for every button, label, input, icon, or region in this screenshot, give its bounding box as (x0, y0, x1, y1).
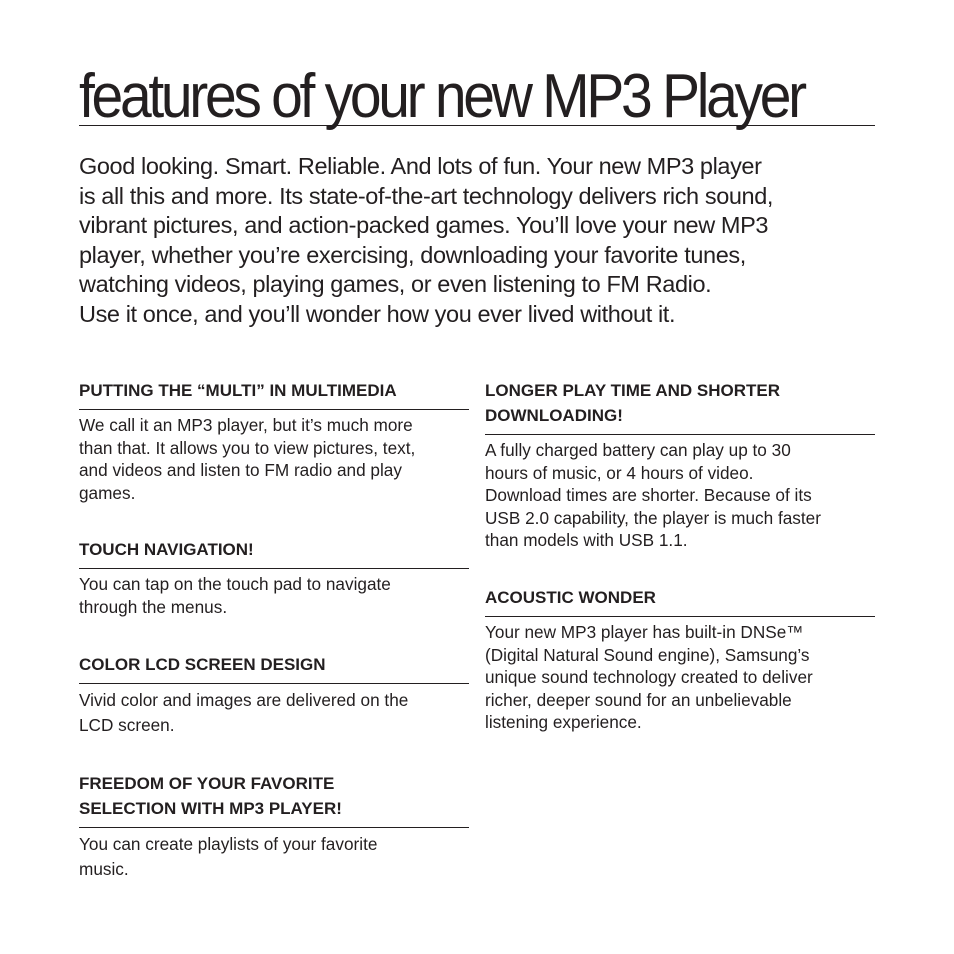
feature-body-line: A fully charged battery can play up to 30 (485, 440, 791, 460)
feature-body (79, 414, 469, 504)
feature-heading-line: DOWNLOADING! (485, 406, 623, 425)
feature-body (79, 573, 469, 618)
intro-line: player, whether you’re exercising, downloading your favorite tunes, (79, 241, 746, 268)
intro-line: Use it once, and you’ll wonder how you ever lived without it. (79, 300, 676, 327)
feature-body-line: We call it an MP3 player, but it’s much more (79, 415, 413, 435)
feature-heading (79, 537, 469, 569)
feature-color-lcd (79, 652, 469, 738)
feature-body-line: unique sound technology created to deliver (485, 667, 813, 688)
feature-body-line: Vivid color and images are delivered on the (79, 689, 409, 710)
intro-line: watching videos, playing games, or even listening to FM Radio. (79, 271, 712, 298)
section-spacer (79, 504, 469, 537)
feature-body-line: listening experience. (485, 712, 642, 733)
feature-body (79, 688, 469, 738)
feature-heading-line: PUTTING THE “MULTI” IN MULTIMEDIA (79, 381, 397, 400)
feature-body-line: You can create playlists of your favorite (79, 833, 378, 854)
feature-heading (79, 652, 469, 684)
feature-body-line: and videos and listen to FM radio and play (79, 460, 402, 481)
feature-touch-navigation (79, 537, 469, 618)
feature-body-line: than that. It allows you to view pictures, text, (79, 437, 416, 458)
feature-heading-line: FREEDOM OF YOUR FAVORITE (79, 773, 335, 793)
feature-body (485, 439, 875, 552)
section-spacer (485, 552, 875, 585)
feature-body-line: Your new MP3 player has built-in DNSe™ (485, 621, 804, 642)
feature-heading (485, 585, 875, 617)
feature-body (485, 621, 875, 734)
feature-heading (79, 378, 469, 410)
feature-heading (485, 378, 875, 435)
feature-heading-line: TOUCH NAVIGATION! (79, 540, 254, 560)
intro-line: Good looking. Smart. Reliable. And lots of fun. Your new MP3 player (79, 153, 762, 179)
section-spacer (79, 738, 469, 771)
feature-heading-line: SELECTION WITH MP3 PLAYER! (79, 798, 342, 818)
intro-paragraph (79, 152, 879, 330)
feature-heading (79, 771, 469, 828)
feature-body-line: richer, deeper sound for an unbelievable (485, 689, 792, 710)
section-spacer (79, 619, 469, 652)
intro-line: is all this and more. Its state-of-the-art technology delivers rich sound, (79, 182, 774, 209)
feature-body-line: You can tap on the touch pad to navigate (79, 574, 391, 595)
feature-heading-line: ACOUSTIC WONDER (485, 587, 656, 607)
feature-multimedia (79, 378, 469, 504)
right-column (485, 378, 875, 734)
feature-body-line: Download times are shorter. Because of its (485, 485, 812, 506)
feature-freedom-selection (79, 771, 469, 882)
feature-body-line: (Digital Natural Sound engine), Samsung’s (485, 644, 810, 665)
feature-body-line: music. (79, 858, 129, 879)
feature-heading-line: LONGER PLAY TIME AND SHORTER (485, 381, 781, 400)
feature-body-line: LCD screen. (79, 714, 175, 735)
feature-acoustic-wonder (485, 585, 875, 734)
intro-line: vibrant pictures, and action-packed games. You’ll love your new MP3 (79, 212, 769, 239)
left-column (79, 378, 469, 882)
feature-body (79, 832, 469, 882)
feature-body-line: hours of music, or 4 hours of video. (485, 462, 754, 483)
feature-body-line: through the menus. (79, 596, 228, 617)
feature-body-line: than models with USB 1.1. (485, 530, 688, 551)
feature-body-line: USB 2.0 capability, the player is much faster (485, 507, 821, 528)
feature-body-line: games. (79, 482, 136, 503)
page-title: features of your new MP3 Player (79, 62, 804, 131)
feature-play-time (485, 378, 875, 552)
title-underline (79, 125, 875, 126)
feature-heading-line: COLOR LCD SCREEN DESIGN (79, 654, 326, 674)
